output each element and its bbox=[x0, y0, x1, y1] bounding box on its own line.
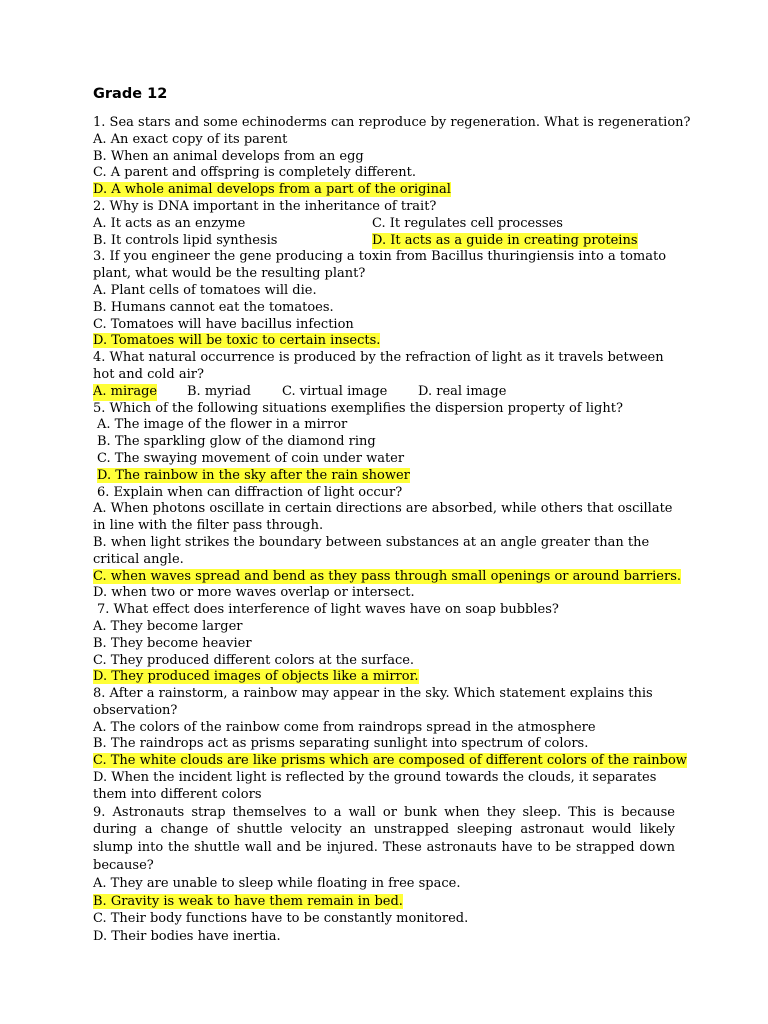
q4-option-c: C. virtual image bbox=[282, 383, 388, 399]
q3-option-d-highlighted: D. Tomatoes will be toxic to certain insects. bbox=[93, 333, 381, 349]
q8-option-b: B. The raindrops act as prisms separating sunlight into spectrum of colors. bbox=[93, 736, 589, 752]
q8-option-d: D. When the incident light is reflected by the ground towards the clouds, it separates them into different colors bbox=[93, 770, 657, 802]
q6-option-d: D. when two or more waves overlap or intersect. bbox=[93, 585, 415, 601]
q6-option-a: A. When photons oscillate in certain directions are absorbed, while others that oscillate in line with the filter pass through. bbox=[93, 501, 673, 534]
q4-option-a-highlighted: A. mirage bbox=[93, 383, 158, 399]
q2-question: 2. Why is DNA important in the inheritance of trait? bbox=[93, 198, 437, 214]
q6-question: 6. Explain when can diffraction of light occur? bbox=[97, 484, 403, 500]
q9-question: 9. Astronauts strap themselves to a wall or bunk when they sleep. This is because during a change of shuttle velocity an unstrapped sleeping astronaut would likely slump into the shuttle wall and be injured. These astronauts have to be strapped down because? bbox=[93, 804, 675, 874]
q7-question: 7. What effect does interference of light waves have on soap bubbles? bbox=[97, 602, 559, 618]
q6-option-c-highlighted: C. when waves spread and bend as they pass through small openings or around barriers. bbox=[93, 568, 681, 584]
q2-option-b: B. It controls lipid synthesis bbox=[93, 232, 278, 248]
q8-question: 8. After a rainstorm, a rainbow may appear in the sky. Which statement explains this observation? bbox=[93, 686, 653, 718]
q9-option-a: A. They are unable to sleep while floating in free space. bbox=[93, 875, 461, 891]
q5-option-d-highlighted: D. The rainbow in the sky after the rain shower bbox=[97, 467, 410, 483]
q1-option-a: A. An exact copy of its parent bbox=[93, 131, 288, 147]
q5-option-c: C. The swaying movement of coin under water bbox=[97, 450, 405, 466]
q9-option-d: D. Their bodies have inertia. bbox=[93, 929, 281, 945]
quiz-content bbox=[93, 115, 691, 946]
q9-option-b-highlighted: B. Gravity is weak to have them remain in bed. bbox=[93, 893, 403, 909]
q3-question: 3. If you engineer the gene producing a toxin from Bacillus thuringiensis into a tomato plant, what would be the resulting plant? bbox=[93, 249, 667, 282]
q8-option-a: A. The colors of the rainbow come from raindrops spread in the atmosphere bbox=[93, 719, 596, 735]
q1-option-d-highlighted: D. A whole animal develops from a part of the original bbox=[93, 182, 451, 198]
q7-option-b: B. They become heavier bbox=[93, 635, 252, 651]
q1-option-b: B. When an animal develops from an egg bbox=[93, 148, 364, 164]
q4-question: 4. What natural occurrence is produced by the refraction of light as it travels between hot and cold air? bbox=[93, 350, 664, 382]
q4-option-b: B. myriad bbox=[187, 383, 251, 399]
page-title: Grade 12 bbox=[93, 86, 168, 102]
q7-option-c: C. They produced different colors at the surface. bbox=[93, 652, 415, 668]
q6-option-b: B. when light strikes the boundary between substances at an angle greater than the critical angle. bbox=[93, 534, 650, 567]
q3-option-b: B. Humans cannot eat the tomatoes. bbox=[93, 299, 334, 315]
q3-option-a: A. Plant cells of tomatoes will die. bbox=[93, 282, 317, 298]
q5-option-b: B. The sparkling glow of the diamond ring bbox=[97, 434, 376, 450]
q2-option-c: C. It regulates cell processes bbox=[372, 215, 563, 231]
q5-option-a: A. The image of the flower in a mirror bbox=[97, 417, 348, 433]
q5-question: 5. Which of the following situations exemplifies the dispersion property of light? bbox=[93, 400, 623, 416]
q2-option-d-highlighted: D. It acts as a guide in creating proteins bbox=[372, 232, 638, 248]
q8-option-c-highlighted: C. The white clouds are like prisms which are composed of different colors of the rainbow bbox=[93, 753, 687, 769]
q2-option-a: A. It acts as an enzyme bbox=[93, 215, 246, 231]
q1-question: 1. Sea stars and some echinoderms can reproduce by regeneration. What is regeneration? bbox=[93, 115, 691, 130]
q3-option-c: C. Tomatoes will have bacillus infection bbox=[93, 316, 354, 332]
q7-option-d-highlighted: D. They produced images of objects like a mirror. bbox=[93, 669, 419, 685]
q9-option-c: C. Their body functions have to be constantly monitored. bbox=[93, 911, 469, 927]
q7-option-a: A. They become larger bbox=[93, 618, 243, 634]
q4-option-d: D. real image bbox=[418, 383, 507, 399]
q1-option-c: C. A parent and offspring is completely different. bbox=[93, 165, 416, 181]
